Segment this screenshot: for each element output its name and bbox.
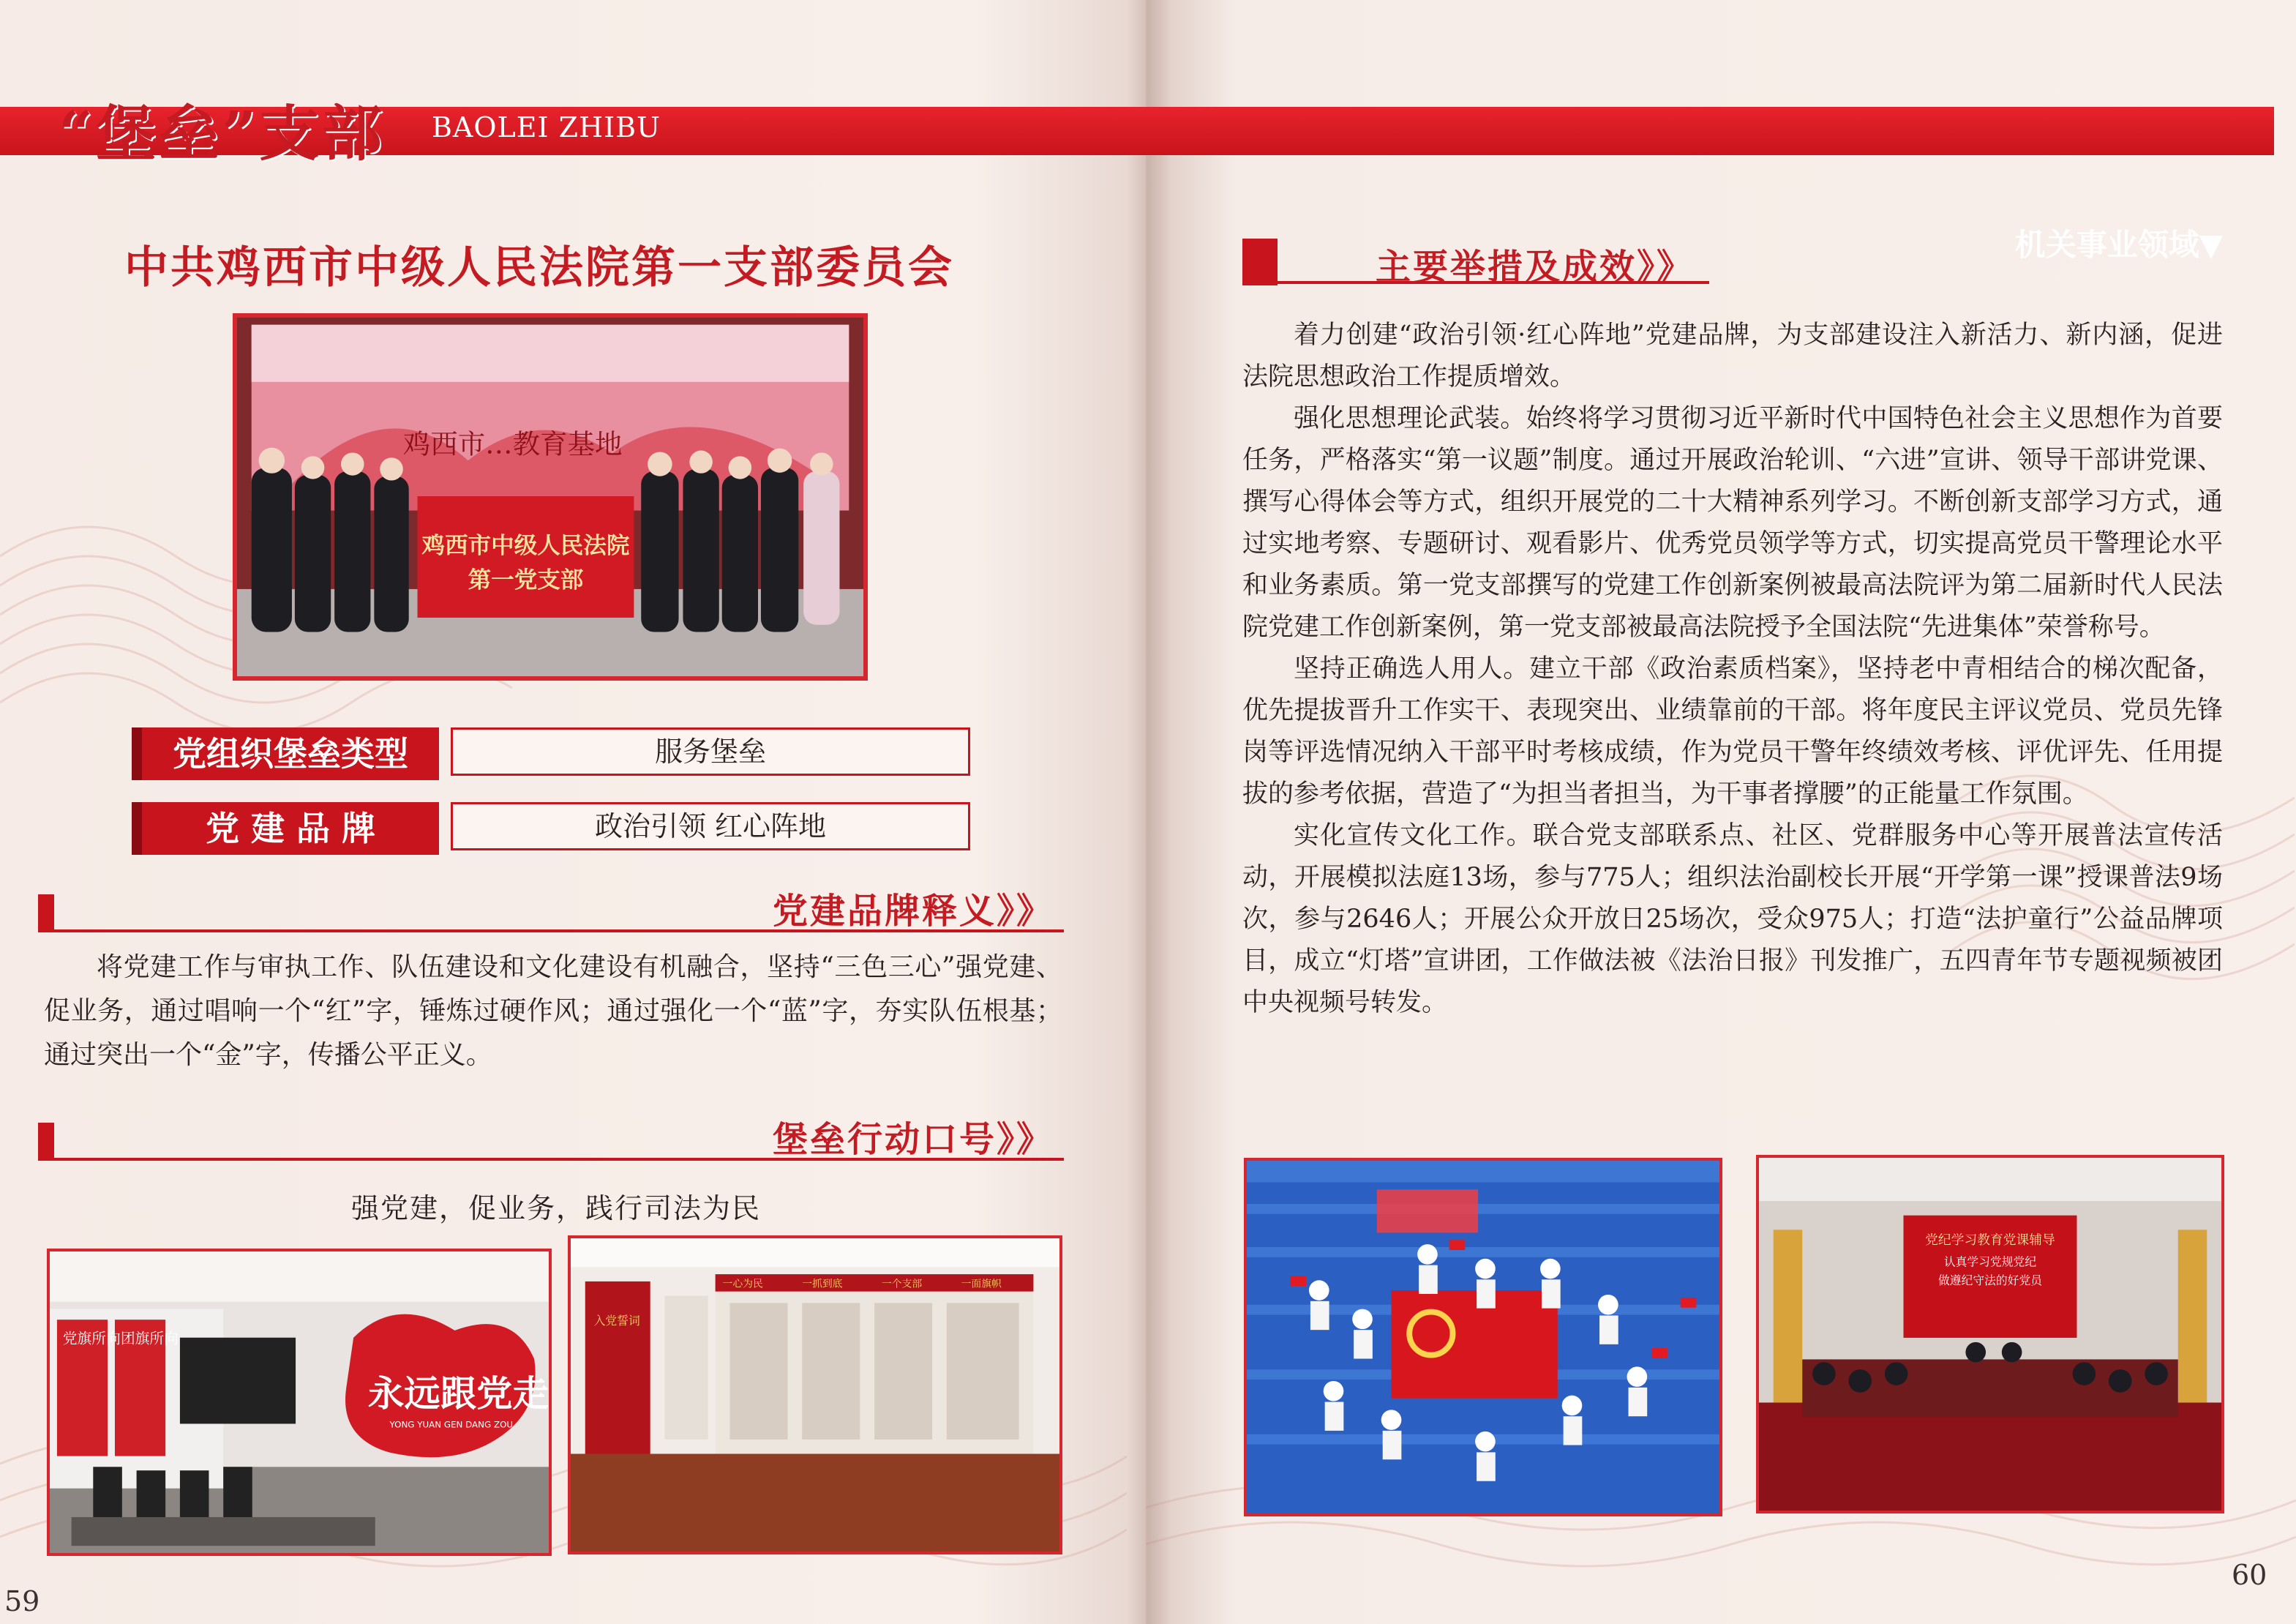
book-gutter-shadow xyxy=(1127,0,1171,1624)
room-sign2: 团旗所向 xyxy=(120,1330,179,1347)
info-label-brand: 党 建 品 牌 xyxy=(132,802,439,855)
slogan-text: 强党建，促业务，践行司法为民 xyxy=(351,1192,762,1224)
banner-line2: 第一党支部 xyxy=(468,567,584,594)
brand-meaning-paragraph: 将党建工作与审执工作、队伍建设和文化建设有机融合，坚持“三色三心”强党建、促业务，通过唱响一个“红”字，锤炼过硬作风；通过强化一个“蓝”字，夯实队伍根基；通过突出一个“金”字，传播公平正义。 xyxy=(44,952,1062,1070)
hall-label-3: 一个支部 xyxy=(881,1278,923,1290)
header-right-container xyxy=(1146,107,2274,263)
room-wall-sub: YONG YUAN GEN DANG ZOU xyxy=(389,1419,514,1430)
section-marker-slogan xyxy=(38,1123,54,1161)
banner-line1: 鸡西市中级人民法院 xyxy=(421,533,630,560)
measures-paragraph-4: 实化宣传文化工作。联合党支部联系点、社区、党群服务中心等开展普法宣传活动，开展模拟法庭13场，参与775人；组织法治副校长开展“开学第一课”授课普法9场次，参与2646人；开展公众开放日25场次，受众975人；打造“法护童行”公益品牌项目，成立“灯塔”宣讲团，工作做法被《法治日报》刊发推广，五四青年节专题视频被团中央视频号转发。 xyxy=(1242,821,2223,1017)
measures-paragraph-2: 强化思想理论武装。始终将学习贯彻习近平新时代中国特色社会主义思想作为首要任务，严格落实“第一议题”制度。通过开展政治轮训、“六进”宣讲、领导干部讲党课、撰写心得体会等方式，组织开展党的二十大精神系列学习。不断创新支部学习方式，通过实地考察、专题研讨、观看影片、优秀党员领学等方式，切实提高党员干警理论水平和业务素质。第一党支部撰写的党建工作创新案例被最高法院评为第二届新时代人民法院党建工作创新案例，第一党支部被最高法院授予全国法院“先进集体”荣誉称号。 xyxy=(1242,404,2223,642)
info-row-type xyxy=(132,727,970,780)
measures-paragraph-1: 着力创建“政治引领·红心阵地”党建品牌，为支部建设注入新活力、新内涵，促进法院思想政治工作提质增效。 xyxy=(1242,321,2223,392)
meeting-screen-line1: 党纪学习教育党课辅导 xyxy=(1925,1233,2055,1249)
photo-meeting xyxy=(1756,1155,2224,1513)
section-heading-slogan xyxy=(773,1111,1054,1161)
brand-heading-text: 党建品牌释义 xyxy=(773,891,997,932)
info-label-type: 党组织堡垒类型 xyxy=(132,727,439,780)
info-row-brand xyxy=(132,802,970,855)
measures-paragraph-3: 坚持正确选人用人。建立干部《政治素质档案》，坚持老中青相结合的梯次配备，优先提拔晋升工作实干、表现突出、业绩靠前的干部。将年度民主评议党员、党员先锋岗等评选情况纳入干部平时考核成绩，作为党员干警年终绩效考核、评优评先、任用提拔的参考依据，营造了“为担当者担当，为干事者撑腰”的正能量工作氛围。 xyxy=(1242,654,2223,809)
room-sign1: 党旗所向 xyxy=(62,1330,121,1347)
page-number-left: 59 xyxy=(4,1585,40,1617)
room-wall-text: 永远跟党走 xyxy=(367,1372,549,1415)
hall-sign: 入党誓词 xyxy=(593,1313,640,1328)
section-marker-measures xyxy=(1242,239,1278,285)
page-number-right: 60 xyxy=(2232,1559,2267,1591)
slogan-heading-text: 堡垒行动口号 xyxy=(773,1119,997,1160)
hall-label-1: 一心为民 xyxy=(722,1278,763,1290)
header-subtitle: BAOLEI ZHIBU xyxy=(432,111,661,143)
chevron-icon: 》》 xyxy=(997,891,1054,932)
hall-label-2: 一抓到底 xyxy=(802,1278,843,1290)
measures-text xyxy=(1242,315,2223,1024)
hall-label-4: 一面旗帜 xyxy=(961,1278,1002,1290)
photo-exhibition-hall xyxy=(568,1235,1062,1554)
meeting-screen-line3: 做遵纪守法的好党员 xyxy=(1937,1273,2043,1288)
screen-text: 鸡西市…教育基地 xyxy=(402,427,623,460)
brand-meaning-text xyxy=(44,946,1062,1077)
section-heading-brand xyxy=(773,883,1054,933)
org-title: 中共鸡西市中级人民法院第一支部委员会 xyxy=(124,242,954,293)
header-title: “堡垒”支部 xyxy=(59,99,386,169)
chevron-icon: 》》 xyxy=(997,1119,1054,1160)
section-heading-measures xyxy=(1376,239,1694,289)
info-value-brand: 政治引领 红心阵地 xyxy=(451,802,970,850)
group-photo xyxy=(233,313,868,681)
info-value-type: 服务堡垒 xyxy=(451,727,970,776)
meeting-screen-line2: 认真学习党规党纪 xyxy=(1943,1254,2037,1269)
photo-flag-group xyxy=(1244,1158,1722,1516)
chevron-icon: 》》 xyxy=(1637,247,1695,288)
photo-party-room xyxy=(47,1249,552,1556)
section-marker-brand xyxy=(38,894,54,932)
header-section-label: 机关事业领域▼ xyxy=(2014,227,2223,263)
measures-heading-text: 主要举措及成效 xyxy=(1376,247,1637,288)
